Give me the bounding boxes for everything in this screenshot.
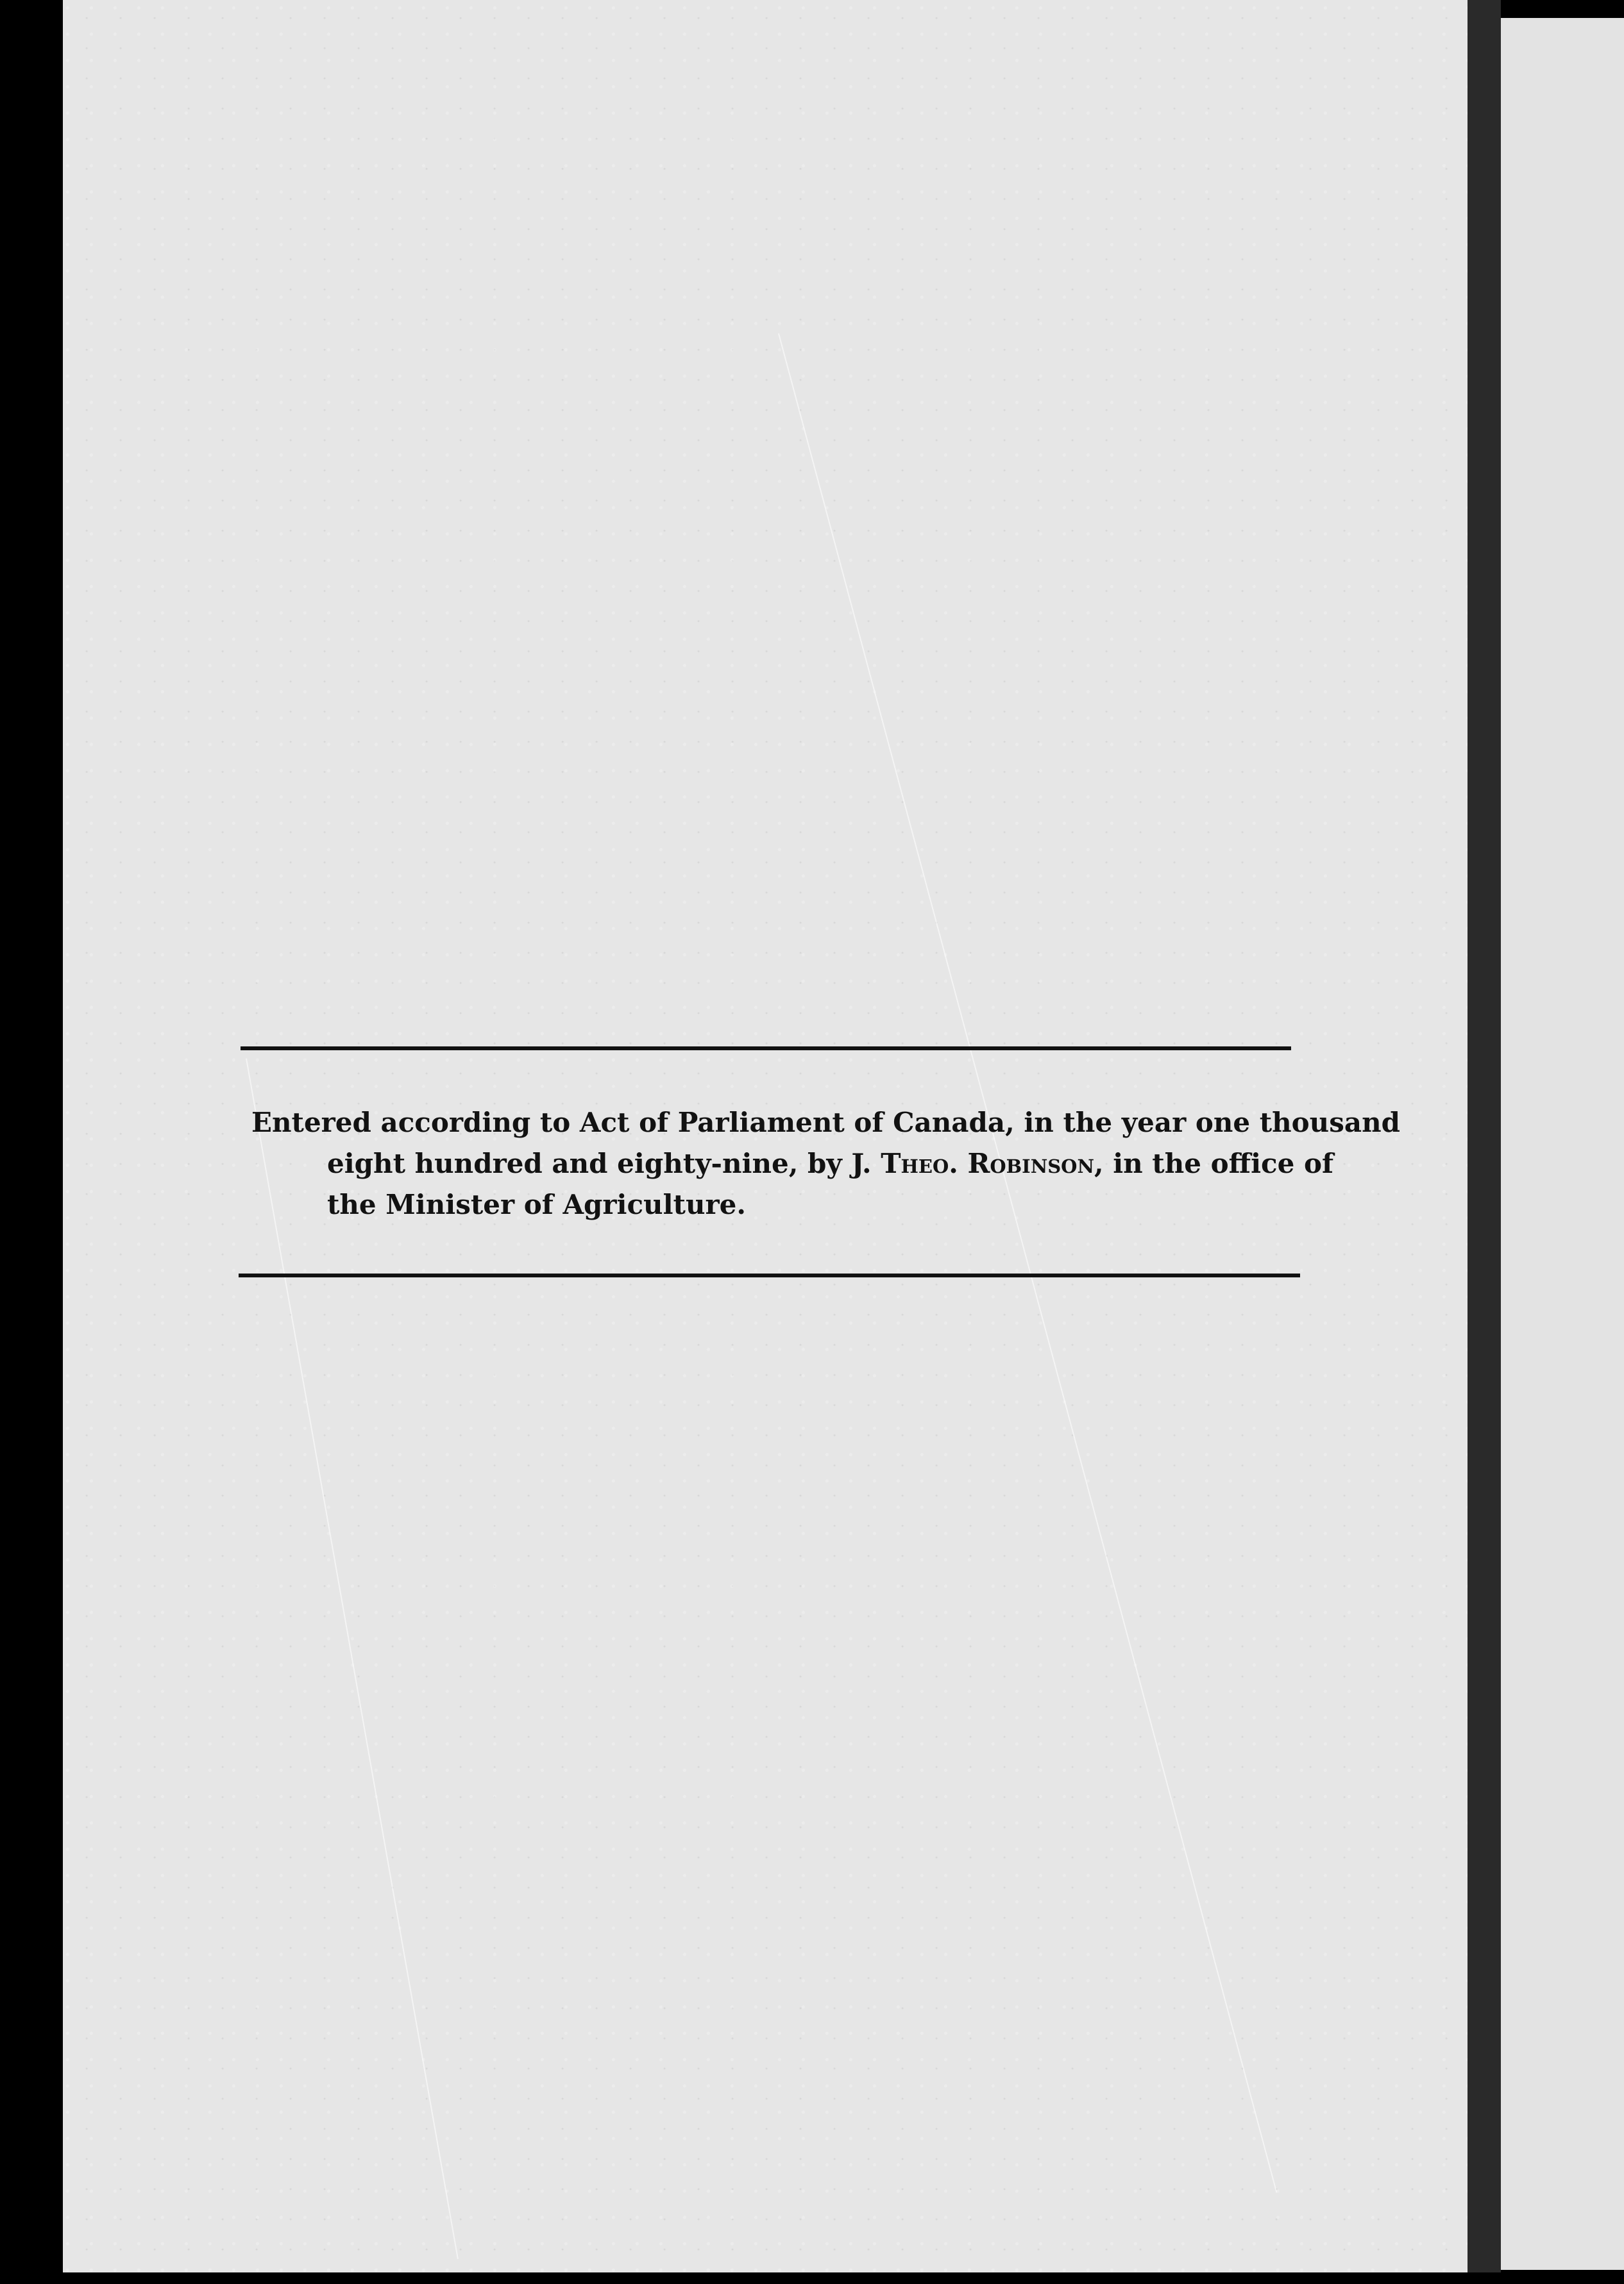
film-scratch xyxy=(246,1059,459,2259)
copyright-line-2-end: , in the office of xyxy=(1094,1148,1334,1179)
bottom-divider-rule xyxy=(239,1274,1300,1277)
copyright-line-1: Entered according to Act of Parliament of Canada, in the year one thousand xyxy=(251,1107,1400,1138)
top-divider-rule xyxy=(241,1046,1291,1050)
scan-bottom-border xyxy=(0,2272,1624,2284)
film-scratch xyxy=(778,333,1277,2192)
verso-page xyxy=(63,0,1468,2272)
book-gutter xyxy=(1468,0,1501,2272)
copyright-line-2-start: eight hundred and eighty-nine, by J. xyxy=(327,1148,881,1179)
copyright-line-3: the Minister of Agriculture. xyxy=(327,1189,746,1220)
copyright-line-2 xyxy=(251,1143,1334,1184)
copyright-notice xyxy=(251,1102,1400,1225)
author-name: Theo. Robinson xyxy=(881,1148,1094,1179)
facing-page-edge xyxy=(1501,18,1624,2270)
